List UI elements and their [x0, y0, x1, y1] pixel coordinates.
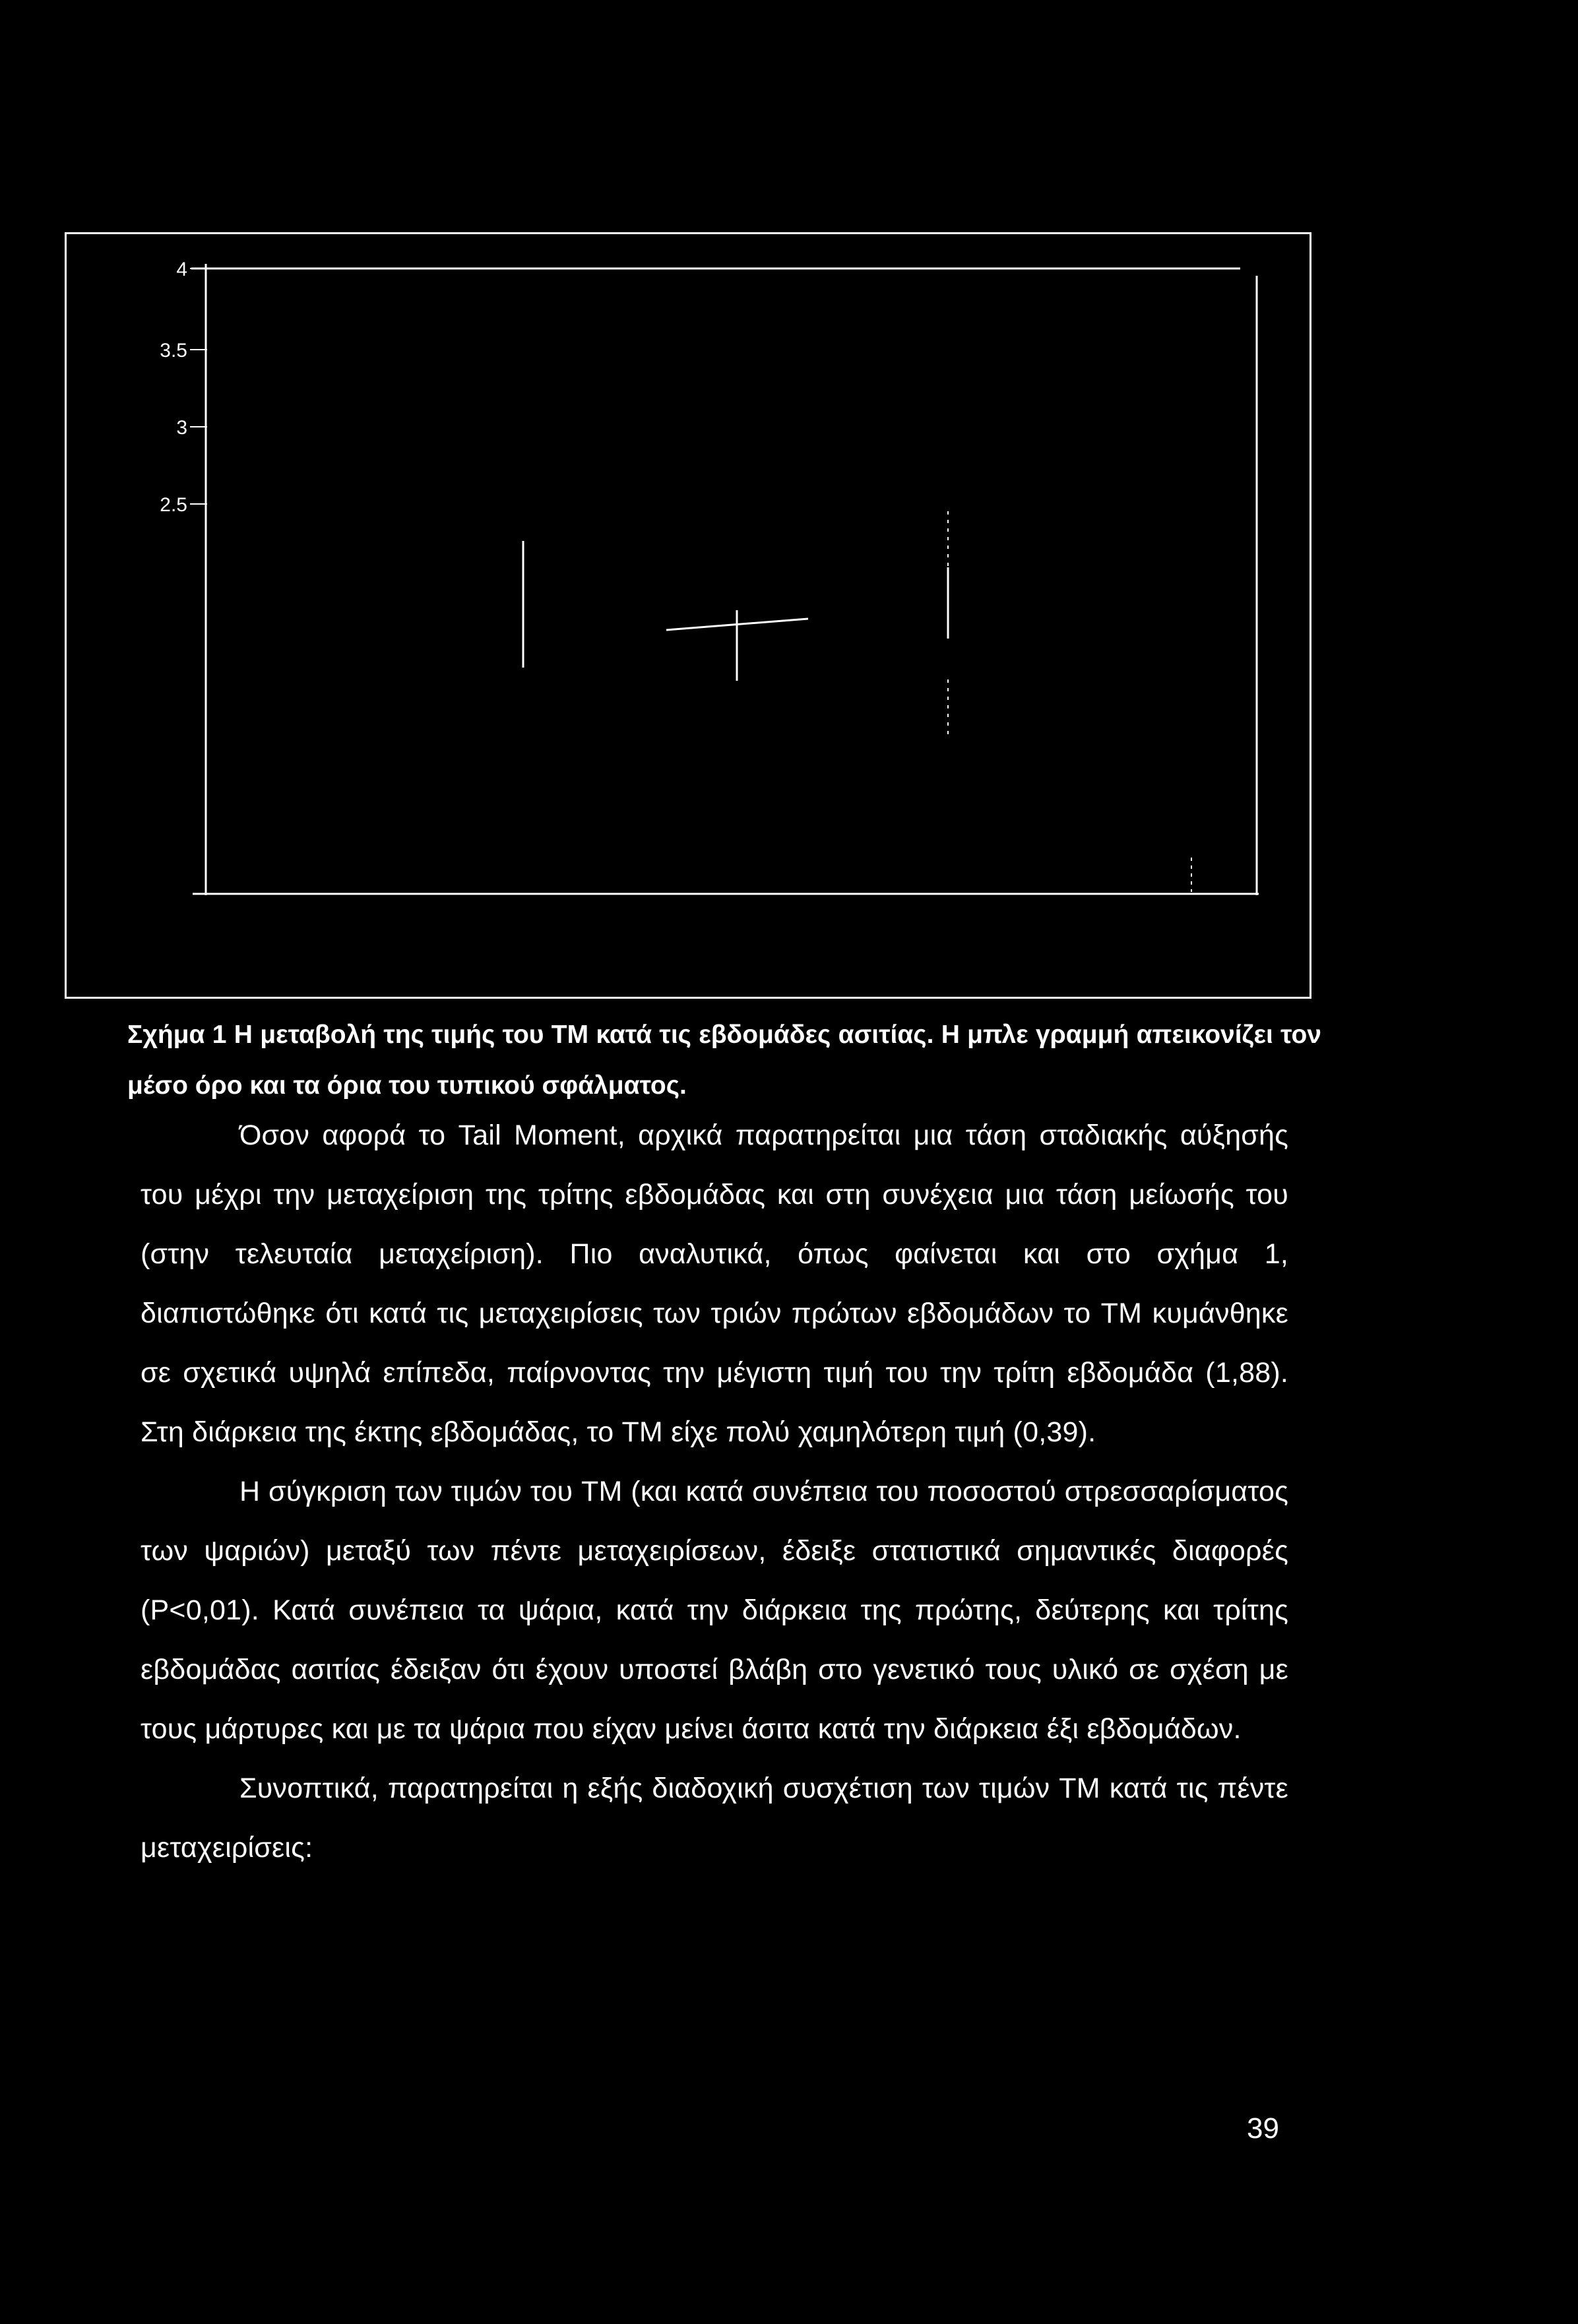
- paragraph: Η σύγκριση των τιμών του TM (και κατά συνέπεια του ποσοστού στρεσσαρίσματος των ψαριών) μεταξύ των πέντε μεταχειρίσεων, έδειξε στατιστικά σημαντικές διαφορές (P<0,01). Κατά συνέπεια τα ψάρια, κατά την διάρκεια της πρώτης, δεύτερης και τρίτης εβδομάδας ασιτίας έδειξαν ότι έχουν υποστεί βλάβη στο γενετικό τους υλικό σε σχέση με τους μάρτυρες και με τα ψάρια που είχαν μείνει άσιτα κατά την διάρκεια έξι εβδομάδων.: [141, 1476, 1288, 1745]
- y-tick-label-3: 3: [176, 417, 187, 439]
- y-tick-label-4: 4: [176, 259, 187, 280]
- paragraph: Συνοπτικά, παρατηρείται η εξής διαδοχική συσχέτιση των τιμών TM κατά τις πέντε μεταχειρίσεις:: [141, 1773, 1288, 1864]
- figure-caption: Σχήμα 1 Η μεταβολή της τιμής του TM κατά τις εβδομάδες ασιτίας. Η μπλε γραμμή απεικονίζει τον μέσο όρο και τα όρια του τυπικού σφάλματος.: [127, 1021, 1321, 1100]
- paragraph: Όσον αφορά το Tail Moment, αρχικά παρατηρείται μια τάση σταδιακής αύξησής του μέχρι την μεταχείριση της τρίτης εβδομάδας και στη συνέχεια μια τάση μείωσής του (στην τελευταία μεταχείριση). Πιο αναλυτικά, όπως φαίνεται και στο σχήμα 1, διαπιστώθηκε ότι κατά τις μεταχειρίσεις των τριών πρώτων εβδομάδων το TM κυμάνθηκε σε σχετικά υψηλά επίπεδα, παίρνοντας την μέγιστη τιμή του την τρίτη εβδομάδα (1,88). Στη διάρκεια της έκτης εβδομάδας, το TM είχε πολύ χαμηλότερη τιμή (0,39).: [141, 1119, 1288, 1448]
- y-tick-label-3-5: 3.5: [160, 340, 187, 361]
- y-tick-label-2-5: 2.5: [160, 494, 187, 516]
- body-text: [141, 1106, 1288, 1877]
- chart: [0, 0, 1578, 1003]
- page-number: 39: [1247, 2112, 1279, 2145]
